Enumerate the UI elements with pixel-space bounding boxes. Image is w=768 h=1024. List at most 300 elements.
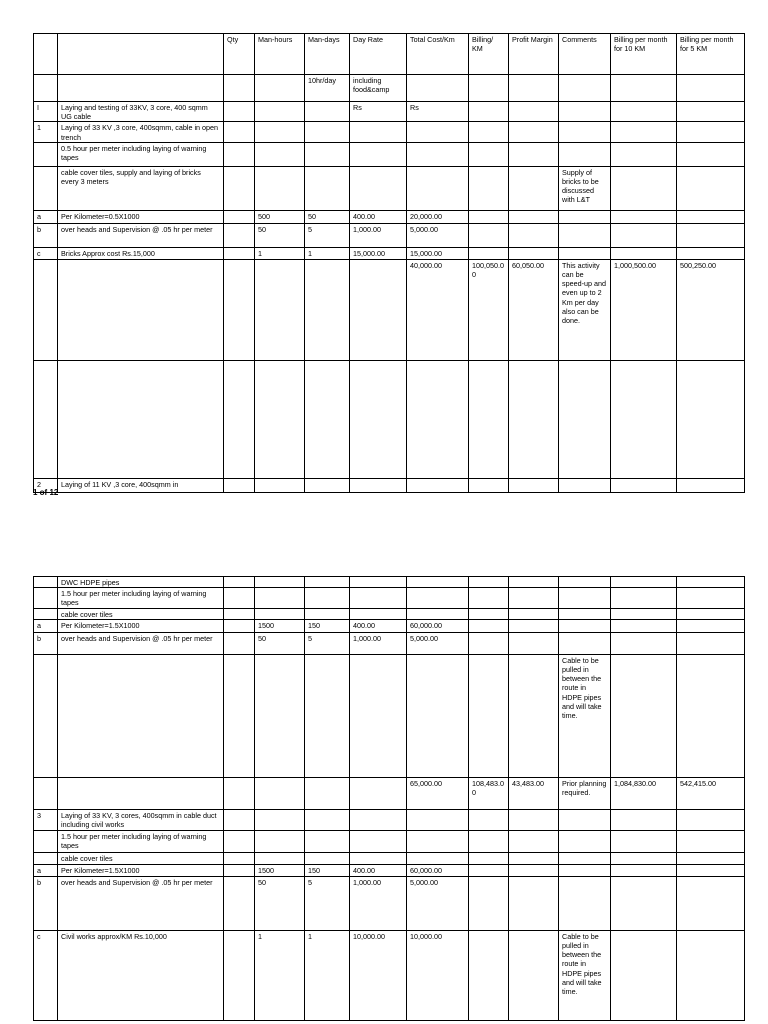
table-cell [469, 210, 509, 223]
table-cell [224, 122, 255, 142]
table-row [34, 809, 745, 830]
table-cell [469, 654, 509, 777]
table-cell: cable cover tiles, supply and laying of bricks every 3 meters [58, 166, 224, 210]
table-cell: over heads and Supervision @ .05 hr per meter [58, 223, 224, 247]
table-cell [350, 577, 407, 588]
table-cell: 400.00 [350, 619, 407, 632]
table-cell [559, 588, 611, 608]
header-cell: Billing per month for 5 KM [677, 34, 745, 75]
table-cell: Laying of 33 KV, 3 cores, 400sqmm in cable duct including civil works [58, 809, 224, 830]
table-cell [469, 930, 509, 1020]
table-cell [407, 852, 469, 864]
table-row [34, 102, 745, 122]
table-cell: 65,000.00 [407, 777, 469, 809]
table-cell [509, 809, 559, 830]
table-cell [611, 142, 677, 166]
table-cell [469, 588, 509, 608]
table-cell [224, 102, 255, 122]
table-cell [611, 75, 677, 102]
table-row [34, 777, 745, 809]
table-cell: b [34, 876, 58, 930]
table-cell: 150 [305, 864, 350, 876]
table-cell [224, 930, 255, 1020]
table-cell [469, 619, 509, 632]
table-cell [469, 166, 509, 210]
table-cell [305, 142, 350, 166]
table-row [34, 577, 745, 588]
table-cell [58, 259, 224, 360]
table-cell [305, 166, 350, 210]
table-cell: 60,000.00 [407, 864, 469, 876]
table-cell: 5 [305, 876, 350, 930]
table-cell [559, 360, 611, 478]
table-cell [34, 75, 58, 102]
table-cell [305, 830, 350, 852]
table-cell [224, 864, 255, 876]
table-cell [469, 478, 509, 492]
table-cell [677, 864, 745, 876]
table-cell [255, 654, 305, 777]
table-cell: Per Kilometer=0.5X1000 [58, 210, 224, 223]
table-cell: 500 [255, 210, 305, 223]
table-row [34, 223, 745, 247]
table-cell [407, 809, 469, 830]
table-cell [509, 210, 559, 223]
table-cell [34, 142, 58, 166]
table-row [34, 654, 745, 777]
table-cell: 2 [34, 478, 58, 492]
table-cell [350, 259, 407, 360]
table-cell [224, 852, 255, 864]
table-cell [469, 142, 509, 166]
table-cell [350, 122, 407, 142]
table-cell [407, 654, 469, 777]
table-cell [469, 75, 509, 102]
table-cell [224, 777, 255, 809]
page-number: 1 of 12 [33, 488, 59, 497]
table-cell: Laying of 33 KV ,3 core, 400sqmm, cable in open trench [58, 122, 224, 142]
table-cell [350, 166, 407, 210]
table-row [34, 632, 745, 654]
table-cell [611, 830, 677, 852]
table-cell [255, 75, 305, 102]
table-cell: 542,415.00 [677, 777, 745, 809]
table-cell [611, 852, 677, 864]
table-cell [224, 259, 255, 360]
table-cell [559, 852, 611, 864]
table-cell [611, 654, 677, 777]
table-cell: Laying of 11 KV ,3 core, 400sqmm in [58, 478, 224, 492]
table-cell [58, 360, 224, 478]
header-cell: Day Rate [350, 34, 407, 75]
table-cell [224, 654, 255, 777]
table-cell [677, 632, 745, 654]
table-cell [305, 588, 350, 608]
table-cell: 1.5 hour per meter including laying of warning tapes [58, 830, 224, 852]
table-cell: 10hr/day [305, 75, 350, 102]
table-cell [677, 102, 745, 122]
table-cell [677, 654, 745, 777]
header-cell: Billing per month for 10 KM [611, 34, 677, 75]
table-cell [469, 122, 509, 142]
table-cell [559, 864, 611, 876]
table-cell [559, 876, 611, 930]
header-row [34, 34, 745, 75]
table-row [34, 588, 745, 608]
table-cell [469, 608, 509, 619]
cost-table-page-2-body [34, 577, 745, 1021]
table-cell [305, 122, 350, 142]
table-cell [677, 210, 745, 223]
table-cell [224, 809, 255, 830]
table-cell [509, 852, 559, 864]
table-cell [34, 777, 58, 809]
table-cell [255, 608, 305, 619]
table-cell [34, 259, 58, 360]
table-cell: Supply of bricks to be discussed with L&T [559, 166, 611, 210]
table-cell [407, 142, 469, 166]
table-row [34, 930, 745, 1020]
table-cell: 1,000.00 [350, 632, 407, 654]
table-cell: Prior planning required. [559, 777, 611, 809]
table-cell: DWC HDPE pipes [58, 577, 224, 588]
table-cell: 400.00 [350, 864, 407, 876]
table-cell [509, 588, 559, 608]
table-cell [509, 360, 559, 478]
table-cell: b [34, 223, 58, 247]
table-cell [611, 223, 677, 247]
cost-table-page-1-body [34, 34, 745, 493]
table-cell [559, 619, 611, 632]
table-cell: Per Kilometer=1.5X1000 [58, 619, 224, 632]
table-cell [407, 75, 469, 102]
table-cell [509, 478, 559, 492]
header-cell: Billing/ KM [469, 34, 509, 75]
table-cell [509, 142, 559, 166]
table-cell [34, 360, 58, 478]
table-cell [677, 930, 745, 1020]
header-cell: Comments [559, 34, 611, 75]
table-cell: over heads and Supervision @ .05 hr per meter [58, 632, 224, 654]
table-cell: 1,000.00 [350, 876, 407, 930]
table-cell [305, 852, 350, 864]
table-cell: 5,000.00 [407, 632, 469, 654]
table-cell [559, 577, 611, 588]
table-cell: cable cover tiles [58, 852, 224, 864]
table-cell [305, 360, 350, 478]
header-cell [34, 34, 58, 75]
table-cell [255, 478, 305, 492]
table-cell: 1.5 hour per meter including laying of warning tapes [58, 588, 224, 608]
table-row [34, 876, 745, 930]
table-row [34, 166, 745, 210]
table-cell: cable cover tiles [58, 608, 224, 619]
table-cell [305, 102, 350, 122]
table-cell: 108,483.00 [469, 777, 509, 809]
table-cell [677, 122, 745, 142]
table-cell [611, 166, 677, 210]
table-cell [305, 478, 350, 492]
table-cell: over heads and Supervision @ .05 hr per meter [58, 876, 224, 930]
table-cell [559, 247, 611, 259]
table-cell [407, 577, 469, 588]
table-cell: 5,000.00 [407, 223, 469, 247]
table-cell [677, 809, 745, 830]
table-cell [509, 75, 559, 102]
table-cell [677, 142, 745, 166]
table-cell [58, 777, 224, 809]
table-cell [255, 588, 305, 608]
table-cell [469, 360, 509, 478]
table-cell [559, 122, 611, 142]
table-cell: 400.00 [350, 210, 407, 223]
table-cell [305, 577, 350, 588]
table-cell [255, 102, 305, 122]
table-cell [559, 142, 611, 166]
table-cell [350, 360, 407, 478]
table-cell [677, 852, 745, 864]
table-cell [224, 142, 255, 166]
table-cell [559, 75, 611, 102]
table-cell: c [34, 247, 58, 259]
table-cell: 5,000.00 [407, 876, 469, 930]
table-cell [677, 247, 745, 259]
table-cell [559, 608, 611, 619]
header-cell: Qty [224, 34, 255, 75]
table-cell: 1 [255, 930, 305, 1020]
table-cell [469, 632, 509, 654]
table-row [34, 830, 745, 852]
table-cell [611, 809, 677, 830]
table-cell [677, 75, 745, 102]
table-cell [469, 876, 509, 930]
table-cell [350, 142, 407, 166]
table-cell [224, 223, 255, 247]
table-cell [469, 809, 509, 830]
table-cell [305, 608, 350, 619]
table-row [34, 608, 745, 619]
table-cell [469, 102, 509, 122]
table-cell [255, 142, 305, 166]
table-cell: 15,000.00 [350, 247, 407, 259]
table-row [34, 619, 745, 632]
table-cell [255, 166, 305, 210]
table-cell [34, 654, 58, 777]
table-cell [224, 75, 255, 102]
table-cell [350, 830, 407, 852]
table-cell: I [34, 102, 58, 122]
table-cell [224, 632, 255, 654]
table-cell [611, 619, 677, 632]
table-cell [677, 577, 745, 588]
table-cell [34, 577, 58, 588]
table-cell [509, 608, 559, 619]
header-cell [58, 34, 224, 75]
table-cell [677, 166, 745, 210]
table-row [34, 75, 745, 102]
cost-table-page-1 [33, 33, 745, 493]
table-cell [469, 223, 509, 247]
table-cell [509, 102, 559, 122]
table-cell [611, 247, 677, 259]
table-cell: 15,000.00 [407, 247, 469, 259]
table-cell: 500,250.00 [677, 259, 745, 360]
table-cell: a [34, 864, 58, 876]
table-cell [305, 654, 350, 777]
table-row [34, 122, 745, 142]
table-cell [305, 777, 350, 809]
table-cell [255, 852, 305, 864]
table-cell [255, 777, 305, 809]
table-cell [677, 608, 745, 619]
table-cell [559, 632, 611, 654]
table-cell [224, 830, 255, 852]
table-cell: 1,000,500.00 [611, 259, 677, 360]
table-cell: a [34, 210, 58, 223]
table-cell: 1 [255, 247, 305, 259]
table-cell [677, 223, 745, 247]
table-cell [224, 608, 255, 619]
table-cell: 50 [255, 876, 305, 930]
table-cell [407, 830, 469, 852]
table-cell: 3 [34, 809, 58, 830]
table-cell [255, 259, 305, 360]
table-cell [350, 654, 407, 777]
table-cell [407, 122, 469, 142]
table-cell [255, 809, 305, 830]
table-cell [407, 478, 469, 492]
header-cell: Man-days [305, 34, 350, 75]
table-cell [611, 864, 677, 876]
table-cell [677, 619, 745, 632]
table-cell [224, 577, 255, 588]
table-cell [224, 588, 255, 608]
table-cell: 20,000.00 [407, 210, 469, 223]
table-cell [611, 210, 677, 223]
table-cell: 0.5 hour per meter including laying of warning tapes [58, 142, 224, 166]
table-cell [677, 876, 745, 930]
table-cell [350, 852, 407, 864]
table-cell: 1,084,830.00 [611, 777, 677, 809]
table-cell [559, 102, 611, 122]
table-cell [224, 619, 255, 632]
table-cell [34, 852, 58, 864]
table-cell: 150 [305, 619, 350, 632]
table-cell [509, 166, 559, 210]
table-cell [34, 166, 58, 210]
table-cell [255, 830, 305, 852]
header-cell: Total Cost/Km [407, 34, 469, 75]
header-cell: Man-hours [255, 34, 305, 75]
table-cell [611, 608, 677, 619]
table-row [34, 360, 745, 478]
table-cell [255, 360, 305, 478]
table-cell [611, 577, 677, 588]
table-cell [509, 247, 559, 259]
table-cell [255, 577, 305, 588]
table-row [34, 852, 745, 864]
table-cell [677, 478, 745, 492]
table-cell [509, 223, 559, 247]
table-cell [407, 360, 469, 478]
table-cell: 50 [255, 223, 305, 247]
table-cell: 50 [305, 210, 350, 223]
table-cell: Cable to be pulled in between the route in HDPE pipes and will take time. [559, 654, 611, 777]
table-cell [469, 577, 509, 588]
table-cell [611, 632, 677, 654]
table-cell: b [34, 632, 58, 654]
table-cell [224, 478, 255, 492]
table-cell [469, 247, 509, 259]
table-cell: 50 [255, 632, 305, 654]
table-cell: 1,000.00 [350, 223, 407, 247]
table-cell [34, 588, 58, 608]
table-cell [677, 830, 745, 852]
table-cell [58, 654, 224, 777]
table-cell: 1 [305, 930, 350, 1020]
table-cell [350, 809, 407, 830]
table-cell: Cable to be pulled in between the route in HDPE pipes and will take time. [559, 930, 611, 1020]
table-cell [407, 588, 469, 608]
table-cell: 1500 [255, 619, 305, 632]
table-cell [509, 619, 559, 632]
table-cell: c [34, 930, 58, 1020]
table-cell [34, 608, 58, 619]
table-cell [350, 478, 407, 492]
table-cell: 1500 [255, 864, 305, 876]
table-cell: Civil works approx/KM Rs.10,000 [58, 930, 224, 1020]
table-cell: 40,000.00 [407, 259, 469, 360]
cost-table-page-2 [33, 576, 745, 1021]
table-cell [611, 360, 677, 478]
table-cell [611, 876, 677, 930]
table-cell [58, 75, 224, 102]
table-cell [224, 247, 255, 259]
table-cell: 1 [305, 247, 350, 259]
table-cell [509, 930, 559, 1020]
table-cell [559, 809, 611, 830]
table-cell: 5 [305, 632, 350, 654]
table-cell: 100,050.00 [469, 259, 509, 360]
table-cell: Rs [350, 102, 407, 122]
table-cell [509, 632, 559, 654]
table-cell: 5 [305, 223, 350, 247]
table-cell: 10,000.00 [350, 930, 407, 1020]
table-cell [224, 360, 255, 478]
table-cell [559, 223, 611, 247]
table-cell [559, 830, 611, 852]
table-cell [509, 876, 559, 930]
table-cell: 10,000.00 [407, 930, 469, 1020]
table-cell [509, 577, 559, 588]
table-cell [469, 852, 509, 864]
table-cell [469, 830, 509, 852]
table-row [34, 864, 745, 876]
table-cell [469, 864, 509, 876]
table-cell [34, 830, 58, 852]
table-cell [305, 809, 350, 830]
table-row [34, 247, 745, 259]
table-cell [407, 166, 469, 210]
table-cell [611, 122, 677, 142]
table-cell [407, 608, 469, 619]
table-cell: 60,050.00 [509, 259, 559, 360]
table-row [34, 259, 745, 360]
table-row [34, 142, 745, 166]
table-cell: 60,000.00 [407, 619, 469, 632]
table-cell: Per Kilometer=1.5X1000 [58, 864, 224, 876]
table-cell: Rs [407, 102, 469, 122]
